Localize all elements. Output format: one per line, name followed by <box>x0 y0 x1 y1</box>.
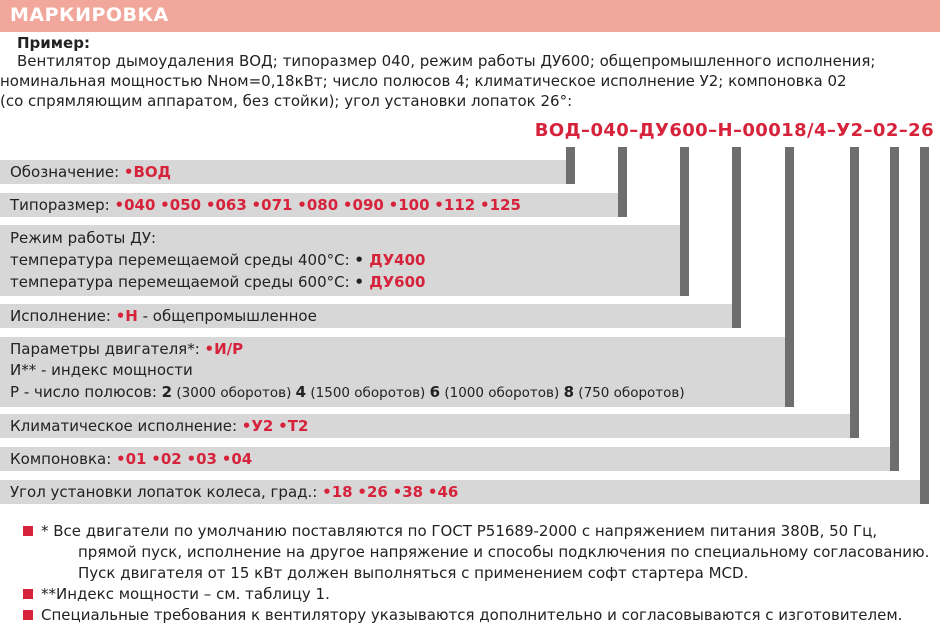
section-header <box>0 0 940 32</box>
angle-value: 46 <box>437 483 459 501</box>
pole-desc: (750 оборотов) <box>574 385 685 401</box>
size-label: Типоразмер: <box>10 196 115 214</box>
stem-climate <box>850 147 859 438</box>
pole-desc: (1500 оборотов) <box>306 385 430 401</box>
example-line-2: номинальная мощностью Nном=0,18кВт; число полюсов 4; климатическое исполнение У2; компоновка 02 <box>0 72 847 90</box>
angle-value: 18 <box>331 483 353 501</box>
stem-layout <box>890 147 899 471</box>
footnote-2-text: **Индекс мощности – см. таблицу 1. <box>41 585 330 603</box>
row-layout: Компоновка: •01 •02 •03 •04 <box>10 450 253 468</box>
motor-label: Параметры двигателя*: <box>10 340 205 358</box>
pole-number: 8 <box>563 383 575 401</box>
execution-desc: - общепромышленное <box>137 307 317 325</box>
climate-value: У2 <box>251 417 274 435</box>
layout-label: Компоновка: <box>10 450 117 468</box>
size-value: 063 <box>215 196 247 214</box>
motor-value: И/Р <box>214 340 244 358</box>
example-label: Пример: <box>17 34 90 52</box>
example-line-3: (со спрямляющим аппаратом, без стойки); угол установки лопаток 26°: <box>0 92 573 110</box>
size-value: 040 <box>124 196 156 214</box>
layout-value: 02 <box>160 450 182 468</box>
size-value: 050 <box>169 196 202 214</box>
layout-value: 01 <box>125 450 147 468</box>
bullet-square-icon <box>23 589 33 599</box>
climate-label: Климатическое исполнение: <box>10 417 242 435</box>
row-angle: Угол установки лопаток колеса, град.: •18 •26 •38 •46 <box>10 483 459 501</box>
marking-code: ВОД–040–ДУ600–Н–00018/4–У2–02–26 <box>534 120 934 141</box>
footnotes <box>23 521 937 626</box>
row-climate: Климатическое исполнение: •У2 •Т2 <box>10 417 309 435</box>
size-value: 125 <box>489 196 521 214</box>
section-title: МАРКИРОВКА <box>10 4 169 26</box>
footnote-3 <box>23 605 937 626</box>
execution-label: Исполнение: <box>10 307 116 325</box>
mode-400-value: ДУ400 <box>369 251 426 269</box>
row-motor-index: И** - индекс мощности <box>10 361 193 379</box>
footnote-1-line-3: Пуск двигателя от 15 кВт должен выполняться с применением софт стартера MCD. <box>78 564 749 582</box>
stem-designation <box>566 147 575 184</box>
footnote-1 <box>23 521 937 584</box>
row-designation: Обозначение: •ВОД <box>10 163 172 181</box>
size-value: 100 <box>398 196 430 214</box>
stem-motor <box>785 147 794 407</box>
footnote-2 <box>23 584 937 605</box>
example-line-1: Вентилятор дымоудаления ВОД; типоразмер 040, режим работы ДУ600; общепромышленного исполнения; <box>17 52 876 70</box>
pole-desc: (1000 оборотов) <box>440 385 564 401</box>
row-execution: Исполнение: •Н - общепромышленное <box>10 307 317 325</box>
mode-400-label: температура перемещаемой среды 400°С: <box>10 251 355 269</box>
size-value: 112 <box>443 196 476 214</box>
climate-value: Т2 <box>287 417 309 435</box>
row-mode-600: температура перемещаемой среды 600°С: • ДУ600 <box>10 273 426 291</box>
poles-label: Р - число полюсов: <box>10 383 162 401</box>
row-motor-poles <box>10 380 685 405</box>
stem-angle <box>920 147 929 504</box>
mode-600-label: температура перемещаемой среды 600°С: <box>10 273 355 291</box>
execution-value: Н <box>125 307 138 325</box>
row-size: Типоразмер: •040 •050 •063 •071 •080 •090 •100 •112 •125 <box>10 196 521 214</box>
bullet-square-icon <box>23 526 33 536</box>
layout-value: 03 <box>196 450 217 468</box>
mode-600-value: ДУ600 <box>369 273 426 291</box>
pole-desc: (3000 оборотов) <box>172 385 296 401</box>
stem-execution <box>732 147 741 328</box>
size-value: 080 <box>306 196 339 214</box>
pole-number: 6 <box>429 383 441 401</box>
angle-value: 38 <box>402 483 424 501</box>
row-mode-title: Режим работы ДУ: <box>10 229 157 247</box>
pole-number: 4 <box>295 383 307 401</box>
row-motor: Параметры двигателя*: •И/Р <box>10 340 244 358</box>
footnote-1-line-2: прямой пуск, исполнение на другое напряжение и способы подключения по специальному согласованию. <box>78 543 930 561</box>
stem-mode <box>680 147 689 296</box>
pole-number: 2 <box>161 383 173 401</box>
row-mode-400: температура перемещаемой среды 400°С: • ДУ400 <box>10 251 426 269</box>
angle-value: 26 <box>366 483 388 501</box>
designation-label: Обозначение: <box>10 163 124 181</box>
example-text <box>0 51 932 111</box>
stem-size <box>618 147 627 217</box>
layout-value: 04 <box>231 450 253 468</box>
designation-value: ВОД <box>133 163 172 181</box>
footnote-1-line-1: * Все двигатели по умолчанию поставляются по ГОСТ Р51689-2000 с напряжением питания 380В, 50 Гц, <box>41 522 878 540</box>
angle-label: Угол установки лопаток колеса, град.: <box>10 483 323 501</box>
size-value: 071 <box>261 196 293 214</box>
footnote-3-text: Специальные требования к вентилятору указываются дополнительно и согласовываются с изготовителем. <box>41 606 903 624</box>
bullet-square-icon <box>23 610 33 620</box>
size-value: 090 <box>352 196 384 214</box>
